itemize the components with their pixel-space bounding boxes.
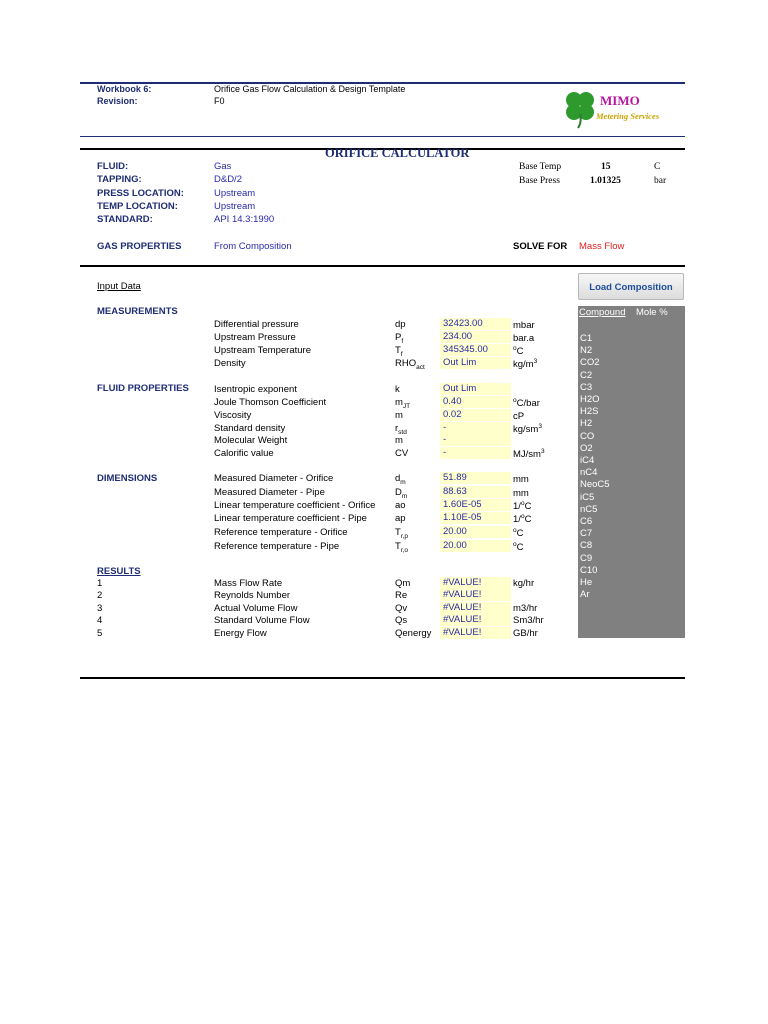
row-symbol — [395, 448, 408, 461]
row-description: Measured Diameter - Pipe — [214, 487, 325, 498]
base-press-value: 1.01325 — [590, 176, 621, 186]
row-description: Linear temperature coefficient - Orifice — [214, 500, 376, 511]
row-unit — [513, 319, 535, 331]
unit-text: kg/m — [513, 359, 534, 371]
compound-item[interactable]: H2S — [580, 406, 599, 418]
unit-superscript: 3 — [538, 423, 542, 430]
result-unit: Sm3/hr — [513, 615, 544, 626]
row-symbol — [395, 487, 407, 500]
row-symbol — [395, 500, 406, 513]
unit-superscript: o — [513, 541, 517, 548]
workbook-value: Orifice Gas Flow Calculation & Design Template — [214, 84, 406, 94]
setup-value[interactable]: API 14.3:1990 — [214, 214, 275, 225]
row-value-input[interactable]: - — [440, 447, 511, 459]
compound-item[interactable]: iC4 — [580, 455, 595, 466]
row-description: Density — [214, 358, 246, 369]
compound-item[interactable]: C10 — [580, 564, 598, 576]
row-symbol — [395, 435, 403, 448]
result-number: 1 — [97, 578, 103, 589]
row-value-input[interactable]: 20.00 — [440, 526, 511, 538]
row-symbol — [395, 541, 408, 554]
setup-label: TAPPING: — [97, 174, 142, 185]
compound-item[interactable]: He — [580, 577, 593, 588]
row-value-input[interactable]: - — [440, 422, 511, 434]
row-description: Upstream Temperature — [214, 345, 311, 356]
row-value-input[interactable]: 32423.00 — [440, 318, 511, 330]
setup-value[interactable]: Upstream — [214, 188, 256, 199]
compound-item[interactable]: Ar — [580, 589, 590, 601]
setup-value[interactable]: Upstream — [214, 201, 256, 212]
symbol-text: ao — [395, 500, 406, 511]
symbol-subscript: f — [400, 350, 403, 358]
page-title: ORIFICE CALCULATOR — [325, 146, 470, 160]
row-symbol — [395, 358, 425, 371]
compound-item[interactable]: H2 — [580, 418, 593, 430]
row-description: Linear temperature coefficient - Pipe — [214, 513, 367, 524]
header-rule — [80, 136, 685, 137]
compound-item[interactable]: iC5 — [580, 491, 595, 503]
result-unit: m3/hr — [513, 603, 538, 614]
row-symbol — [395, 527, 408, 540]
unit-text: mbar — [513, 320, 535, 332]
symbol-text: RHO — [395, 358, 417, 369]
revision-label: Revision: — [97, 96, 138, 106]
row-value-input[interactable]: 0.40 — [440, 396, 511, 408]
compound-item[interactable]: nC5 — [580, 503, 598, 515]
unit-text: C — [516, 542, 524, 554]
row-value-input[interactable]: 234.00 — [440, 331, 511, 343]
result-unit: GB/hr — [513, 628, 538, 639]
revision-value: F0 — [214, 96, 225, 106]
row-unit — [513, 345, 524, 357]
unit-prefix: 1/ — [513, 514, 521, 526]
symbol-text: CV — [395, 448, 409, 459]
gas-properties-value[interactable]: From Composition — [214, 241, 292, 252]
row-description: Standard density — [214, 423, 286, 434]
compound-item[interactable]: NeoC5 — [580, 479, 610, 491]
setup-label: PRESS LOCATION: — [97, 188, 184, 199]
symbol-text: r — [395, 423, 399, 434]
row-value-input[interactable]: 88.63 — [440, 486, 511, 498]
unit-superscript: o — [520, 500, 525, 507]
row-unit — [513, 487, 529, 499]
unit-text: C — [524, 514, 532, 526]
result-symbol: Re — [395, 590, 408, 601]
symbol-text: P — [395, 332, 402, 343]
row-symbol — [395, 384, 400, 397]
row-unit — [513, 332, 534, 344]
result-symbol: Qs — [395, 615, 408, 626]
clover-icon — [560, 88, 600, 130]
row-unit — [513, 448, 545, 460]
symbol-text: k — [395, 384, 400, 395]
row-description: Molecular Weight — [214, 435, 288, 446]
setup-label: STANDARD: — [97, 214, 153, 225]
row-value-input[interactable]: - — [440, 434, 511, 446]
unit-text: mm — [513, 488, 529, 500]
compound-header: Compound — [579, 307, 626, 318]
unit-superscript: 3 — [540, 448, 545, 455]
unit-text: C — [516, 528, 524, 540]
row-unit — [513, 358, 537, 370]
result-number: 4 — [97, 615, 103, 626]
row-symbol — [395, 473, 406, 486]
unit-text: cP — [513, 411, 525, 423]
solve-for-label: SOLVE FOR — [513, 241, 568, 252]
compound-item[interactable]: C3 — [580, 381, 593, 393]
unit-text: C — [524, 501, 532, 513]
result-description: Actual Volume Flow — [214, 603, 298, 614]
row-value-input[interactable]: 20.00 — [440, 540, 511, 552]
row-unit — [513, 473, 529, 485]
row-unit — [513, 500, 531, 512]
row-value-input[interactable]: Out Lim — [440, 383, 511, 395]
row-symbol — [395, 319, 406, 332]
symbol-subscript: m — [401, 492, 408, 500]
symbol-text: T — [395, 527, 401, 538]
row-description: Upstream Pressure — [214, 332, 296, 343]
row-description: Reference temperature - Pipe — [214, 541, 340, 552]
row-description: Measured Diameter - Orifice — [214, 473, 334, 484]
compound-item[interactable]: CO2 — [580, 357, 600, 369]
unit-text: kg/sm — [513, 424, 539, 436]
base-press-unit: bar — [654, 176, 667, 186]
row-description: Calorific value — [214, 448, 274, 459]
symbol-text: ap — [395, 513, 406, 524]
base-press-label: Base Press — [519, 176, 560, 186]
row-unit — [513, 527, 524, 539]
result-value: #VALUE! — [440, 589, 511, 601]
symbol-text: T — [395, 345, 401, 356]
row-description: Viscosity — [214, 410, 252, 421]
compound-item[interactable]: C8 — [580, 540, 593, 552]
result-description: Energy Flow — [214, 628, 267, 639]
setup-label: FLUID: — [97, 161, 129, 172]
unit-superscript: o — [513, 397, 517, 404]
compound-item[interactable]: H2O — [580, 394, 600, 405]
row-symbol — [395, 423, 407, 436]
unit-superscript: o — [513, 527, 517, 534]
result-number: 2 — [97, 590, 103, 601]
result-description: Mass Flow Rate — [214, 578, 283, 589]
base-temp-unit: C — [654, 162, 661, 172]
results-heading: RESULTS — [97, 566, 141, 577]
row-symbol — [395, 345, 403, 358]
row-value-input[interactable]: Out Lim — [440, 357, 511, 369]
dimensions-heading: DIMENSIONS — [97, 473, 158, 484]
base-temp-label: Base Temp — [519, 162, 562, 172]
compound-item[interactable]: C1 — [580, 333, 593, 344]
row-description: Differential pressure — [214, 319, 299, 330]
gas-properties-label: GAS PROPERTIES — [97, 241, 182, 252]
row-description: Joule Thomson Coefficient — [214, 397, 327, 408]
base-temp-value: 15 — [601, 162, 611, 172]
logo-title: MIMO — [600, 93, 640, 108]
compound-item[interactable]: O2 — [580, 442, 593, 454]
result-description: Standard Volume Flow — [214, 615, 310, 626]
symbol-subscript: r,o — [400, 546, 409, 554]
compound-item[interactable]: C9 — [580, 552, 593, 564]
fluid-properties-heading: FLUID PROPERTIES — [97, 383, 189, 394]
compound-item[interactable]: N2 — [580, 345, 593, 357]
symbol-text: m — [395, 435, 403, 446]
measurements-heading: MEASUREMENTS — [97, 306, 178, 317]
workbook-label: Workbook 6: — [97, 84, 152, 94]
unit-text: mm — [513, 474, 529, 486]
row-symbol — [395, 332, 403, 345]
unit-prefix: 1/ — [513, 501, 521, 513]
logo-subtitle: Metering Services — [596, 111, 660, 121]
load-composition-button[interactable]: Load Composition — [578, 273, 684, 300]
setup-label: TEMP LOCATION: — [97, 201, 178, 212]
result-symbol: Qm — [395, 578, 411, 589]
symbol-text: m — [395, 397, 403, 408]
row-value-input[interactable]: 1.10E-05 — [440, 512, 511, 524]
row-description: Reference temperature - Orifice — [214, 527, 348, 538]
row-symbol — [395, 397, 410, 410]
compound-item[interactable]: CO — [580, 430, 595, 442]
mole-percent-header: Mole % — [636, 307, 668, 318]
row-unit — [513, 397, 540, 409]
row-value-input[interactable]: 345345.00 — [440, 344, 511, 356]
row-symbol — [395, 513, 406, 526]
symbol-subscript: act — [416, 363, 425, 371]
result-number: 5 — [97, 628, 103, 639]
symbol-subscript: std — [398, 428, 407, 436]
setup-value[interactable]: D&D/2 — [214, 174, 242, 185]
row-unit — [513, 541, 524, 553]
unit-text: C/bar — [516, 398, 540, 410]
compound-item[interactable]: C7 — [580, 528, 593, 540]
result-value: #VALUE! — [440, 602, 511, 614]
symbol-text: d — [395, 473, 401, 484]
solve-for-value[interactable]: Mass Flow — [579, 241, 625, 252]
setup-value[interactable]: Gas — [214, 161, 232, 172]
symbol-subscript: r,p — [400, 532, 409, 540]
unit-text: C — [516, 346, 524, 358]
symbol-text: m — [395, 410, 403, 421]
row-description: Isentropic exponent — [214, 384, 297, 395]
section-rule — [80, 265, 685, 267]
result-value: #VALUE! — [440, 627, 511, 639]
row-value-input[interactable]: 51.89 — [440, 472, 511, 484]
unit-superscript: o — [513, 345, 517, 352]
row-symbol — [395, 410, 403, 423]
compound-item[interactable]: C6 — [580, 516, 593, 527]
compound-item[interactable]: C2 — [580, 369, 593, 381]
compound-item[interactable]: nC4 — [580, 467, 598, 479]
row-unit — [513, 423, 542, 435]
symbol-subscript: JT — [402, 402, 411, 410]
symbol-text: dp — [395, 319, 406, 330]
row-unit — [513, 513, 531, 525]
row-value-input[interactable]: 1.60E-05 — [440, 499, 511, 511]
input-data-label: Input Data — [97, 281, 141, 292]
symbol-subscript: f — [401, 337, 404, 345]
result-unit: kg/hr — [513, 578, 535, 589]
unit-superscript: o — [520, 513, 525, 520]
result-number: 3 — [97, 603, 103, 614]
row-unit — [513, 410, 524, 422]
unit-superscript: 3 — [533, 358, 538, 365]
symbol-subscript: m — [400, 478, 406, 486]
row-value-input[interactable]: 0.02 — [440, 409, 511, 421]
unit-text: bar.a — [513, 333, 535, 345]
symbol-text: D — [395, 487, 402, 498]
unit-text: MJ/sm — [513, 449, 541, 461]
result-value: #VALUE! — [440, 577, 511, 589]
mimo-logo — [560, 88, 680, 130]
symbol-text: T — [395, 541, 401, 552]
result-value: #VALUE! — [440, 614, 511, 626]
bottom-rule — [80, 677, 685, 679]
result-description: Reynolds Number — [214, 590, 291, 601]
result-symbol: Qenergy — [395, 628, 432, 639]
result-symbol: Qv — [395, 603, 408, 614]
